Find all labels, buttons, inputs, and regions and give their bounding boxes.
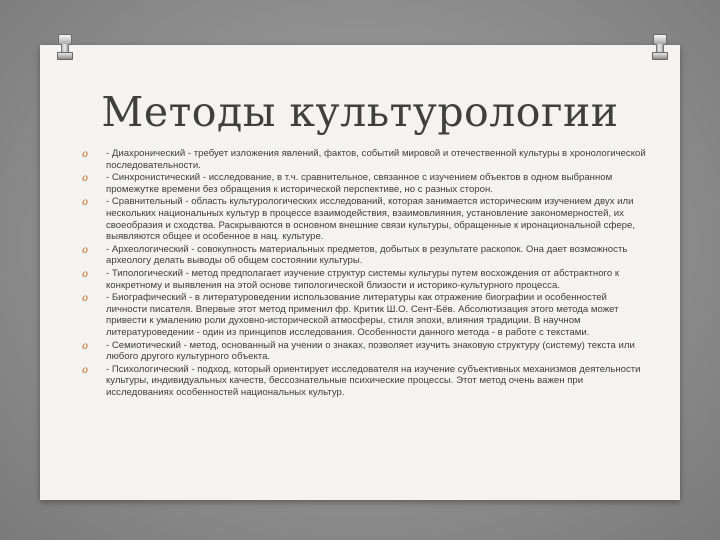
- list-item: [82, 196, 646, 243]
- list-item-text: - Археологический - совокупность материальных предметов, добытых в результате раскопок. Она дает возможность археологу делать выводы об общем состоянии культуры.: [106, 243, 628, 267]
- list-item: [82, 148, 646, 171]
- bullet-icon: o: [82, 268, 89, 280]
- slide-title: Методы культурологии: [101, 88, 619, 136]
- pushpin-icon: [651, 34, 667, 60]
- list-item: [82, 292, 646, 338]
- pushpin-icon: [56, 34, 72, 60]
- list-item: [82, 243, 646, 267]
- bullet-icon: o: [82, 149, 89, 160]
- list-item-text: - Типологический - метод предполагает изучение структур системы культуры путем восхождения от абстрактного к конкретному и выявления на этой основе типологической близости и историко-культурного процесса.: [106, 267, 620, 291]
- list-item-text: - Диахронический - требует изложения явлений, фактов, событий мировой и отечественной культуры в хронологической последовательности.: [106, 148, 646, 171]
- bullet-icon: o: [82, 364, 89, 376]
- list-item: [82, 172, 646, 195]
- list-item: [82, 363, 646, 399]
- list-item-text: - Психологический - подход, который ориентирует исследователя на изучение субъективных механизмов деятельности культуры, индивидуальных качеств, бессознательные психические процессы. Этот метод очень важен при исследованиях особенностей национальных культур.: [106, 363, 641, 398]
- list-item: [82, 267, 646, 291]
- list-item-text: - Сравнительный - область культурологических исследований, которая занимается историческим изучением двух или нескольких национальных культур в процессе взаимодействия, взаимовлияния, установление закономерностей, их своеобразия и сходства. Раскрываются в основном внешние связи культуры, обращенные к иронациональной сфере, выявляются общее и особенное в нац. культуре.: [106, 196, 636, 243]
- list-item-text: - Биографический - в литературоведении использование литературы как отражение биографии и особенностей личности писателя. Впервые этот метод применил фр. Критик Ш.О. Сент-Бёв. Абсолютизация этого метода может привести к умалению роли духовно-исторической атмосферы, стиля эпохи, влияния традиции. В научном литературоведении - один из принципов исследования. Особенности данного метода - в работе с текстами.: [106, 292, 619, 338]
- list-item-text: - Синхронистический - исследование, в т.ч. сравнительное, связанное с изучением объектов в одном выбранном промежутке времени без обращения к исторической перспективе, но с разных сторон.: [106, 172, 613, 195]
- bullet-icon: o: [82, 293, 89, 305]
- bullet-icon: o: [82, 244, 89, 256]
- bullet-icon: o: [82, 197, 89, 209]
- bullet-icon: o: [82, 173, 89, 185]
- bullet-list: [80, 148, 646, 399]
- bullet-icon: o: [82, 340, 89, 352]
- list-item: [82, 339, 646, 363]
- list-item-text: - Семиотический - метод, основанный на учении о знаках, позволяет изучить знаковую структуру (систему) текста или любого другого культурного объекта.: [106, 339, 635, 363]
